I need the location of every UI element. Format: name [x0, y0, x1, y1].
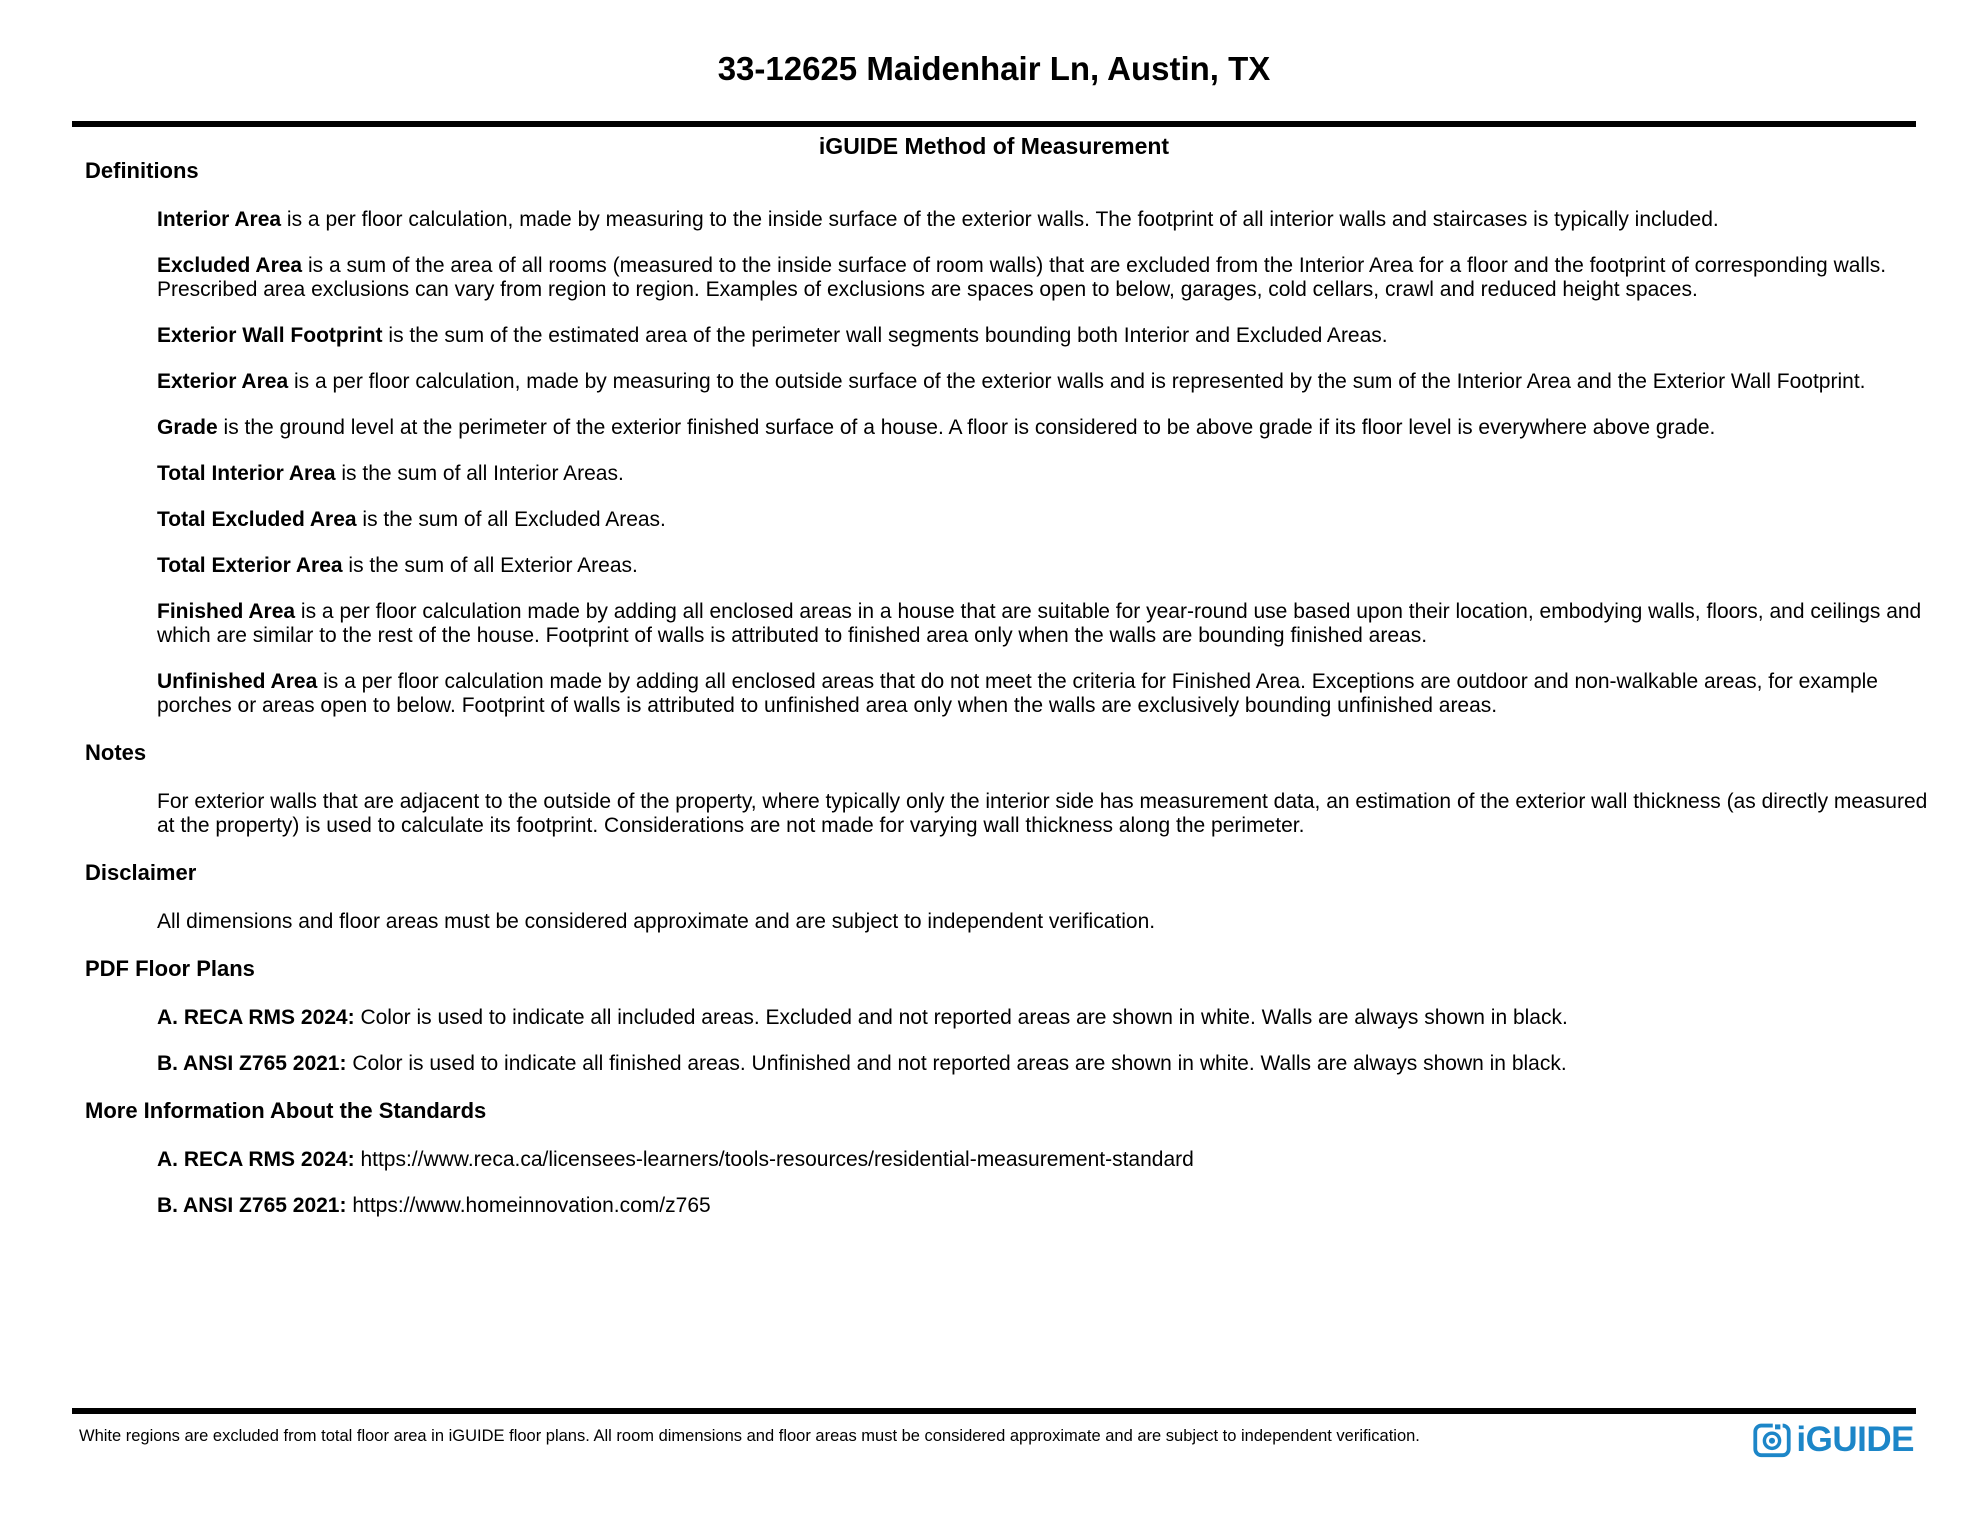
disclaimer-paragraph: All dimensions and floor areas must be considered approximate and are subject to independent verification. — [157, 910, 1156, 933]
iguide-logo — [1753, 1420, 1914, 1460]
definitions-heading: Definitions — [85, 158, 199, 183]
definition-total-excluded-area: Total Excluded Area is the sum of all Excluded Areas. — [157, 508, 666, 531]
definition-total-exterior-area: Total Exterior Area is the sum of all Exterior Areas. — [157, 554, 638, 577]
reca-standard-link[interactable]: https://www.reca.ca/licensees-learners/tools-resources/residential-measurement-standard — [354, 1148, 1194, 1171]
pdf-floor-plans-item-reca: A. RECA RMS 2024: Color is used to indicate all included areas. Excluded and not reported areas are shown in white. Walls are always shown in black. — [157, 1006, 1568, 1029]
document-subtitle: iGUIDE Method of Measurement — [818, 133, 1170, 159]
page-title: 33-12625 Maidenhair Ln, Austin, TX — [717, 50, 1271, 87]
footer-disclaimer-text: White regions are excluded from total floor area in iGUIDE floor plans. All room dimensions and floor areas must be considered approximate and are subject to independent verification. — [79, 1427, 1420, 1445]
more-information-item-ansi: B. ANSI Z765 2021: https://www.homeinnovation.com/z765 — [157, 1194, 711, 1217]
definition-grade: Grade is the ground level at the perimeter of the exterior finished surface of a house. A floor is considered to be above grade if its floor level is everywhere above grade. — [157, 416, 1716, 439]
definition-finished-area: Finished Area is a per floor calculation made by adding all enclosed areas in a house that are suitable for year-round use based upon their location, embodying walls, floors, and ceilings and which are similar to the rest of the house. Footprint of walls is attributed to finished area only when the walls are bounding finished areas. — [157, 600, 1922, 647]
definition-unfinished-area: Unfinished Area is a per floor calculation made by adding all enclosed areas that do not meet the criteria for Finished Area. Exceptions are outdoor and non-walkable areas, for example porches or areas open to below. Footprint of walls is attributed to unfinished area only when the walls are exclusively bounding unfinished areas. — [157, 670, 1878, 717]
notes-heading: Notes — [85, 740, 147, 765]
definition-total-interior-area: Total Interior Area is the sum of all Interior Areas. — [157, 462, 624, 485]
pdf-floor-plans-heading: PDF Floor Plans — [85, 956, 255, 981]
document-body — [85, 158, 1930, 1218]
disclaimer-heading: Disclaimer — [85, 860, 197, 885]
definition-excluded-area: Excluded Area is a sum of the area of all rooms (measured to the inside surface of room walls) that are excluded from the Interior Area for a floor and the footprint of corresponding walls. Prescribed area exclusions can vary from region to region. Examples of exclusions are spaces open to below, garages, cold cellars, crawl and reduced height spaces. — [157, 254, 1887, 301]
pdf-floor-plans-item-ansi: B. ANSI Z765 2021: Color is used to indicate all finished areas. Unfinished and not reported areas are shown in white. Walls are always shown in black. — [157, 1052, 1567, 1075]
definition-interior-area: Interior Area is a per floor calculation, made by measuring to the inside surface of the exterior walls. The footprint of all interior walls and staircases is typically included. — [157, 208, 1719, 231]
more-information-item-reca: A. RECA RMS 2024: https://www.reca.ca/licensees-learners/tools-resources/residential-measurement-standard — [157, 1148, 1194, 1171]
more-information-heading: More Information About the Standards — [85, 1098, 487, 1123]
iguide-camera-icon — [1753, 1422, 1791, 1458]
iguide-logo-text: iGUIDE — [1796, 1420, 1914, 1459]
definition-exterior-wall-footprint: Exterior Wall Footprint is the sum of the estimated area of the perimeter wall segments bounding both Interior and Excluded Areas. — [157, 324, 1388, 347]
header-divider — [72, 121, 1916, 127]
footer-divider — [72, 1408, 1916, 1414]
notes-paragraph: For exterior walls that are adjacent to the outside of the property, where typically only the interior side has measurement data, an estimation of the exterior wall thickness (as directly measured at the property) is used to calculate its footprint. Considerations are not made for varying wall thickness along the perimeter. — [157, 790, 1928, 837]
ansi-standard-link[interactable]: https://www.homeinnovation.com/z765 — [346, 1194, 711, 1217]
definition-exterior-area: Exterior Area is a per floor calculation, made by measuring to the outside surface of the exterior walls and is represented by the sum of the Interior Area and the Exterior Wall Footprint. — [157, 370, 1866, 393]
